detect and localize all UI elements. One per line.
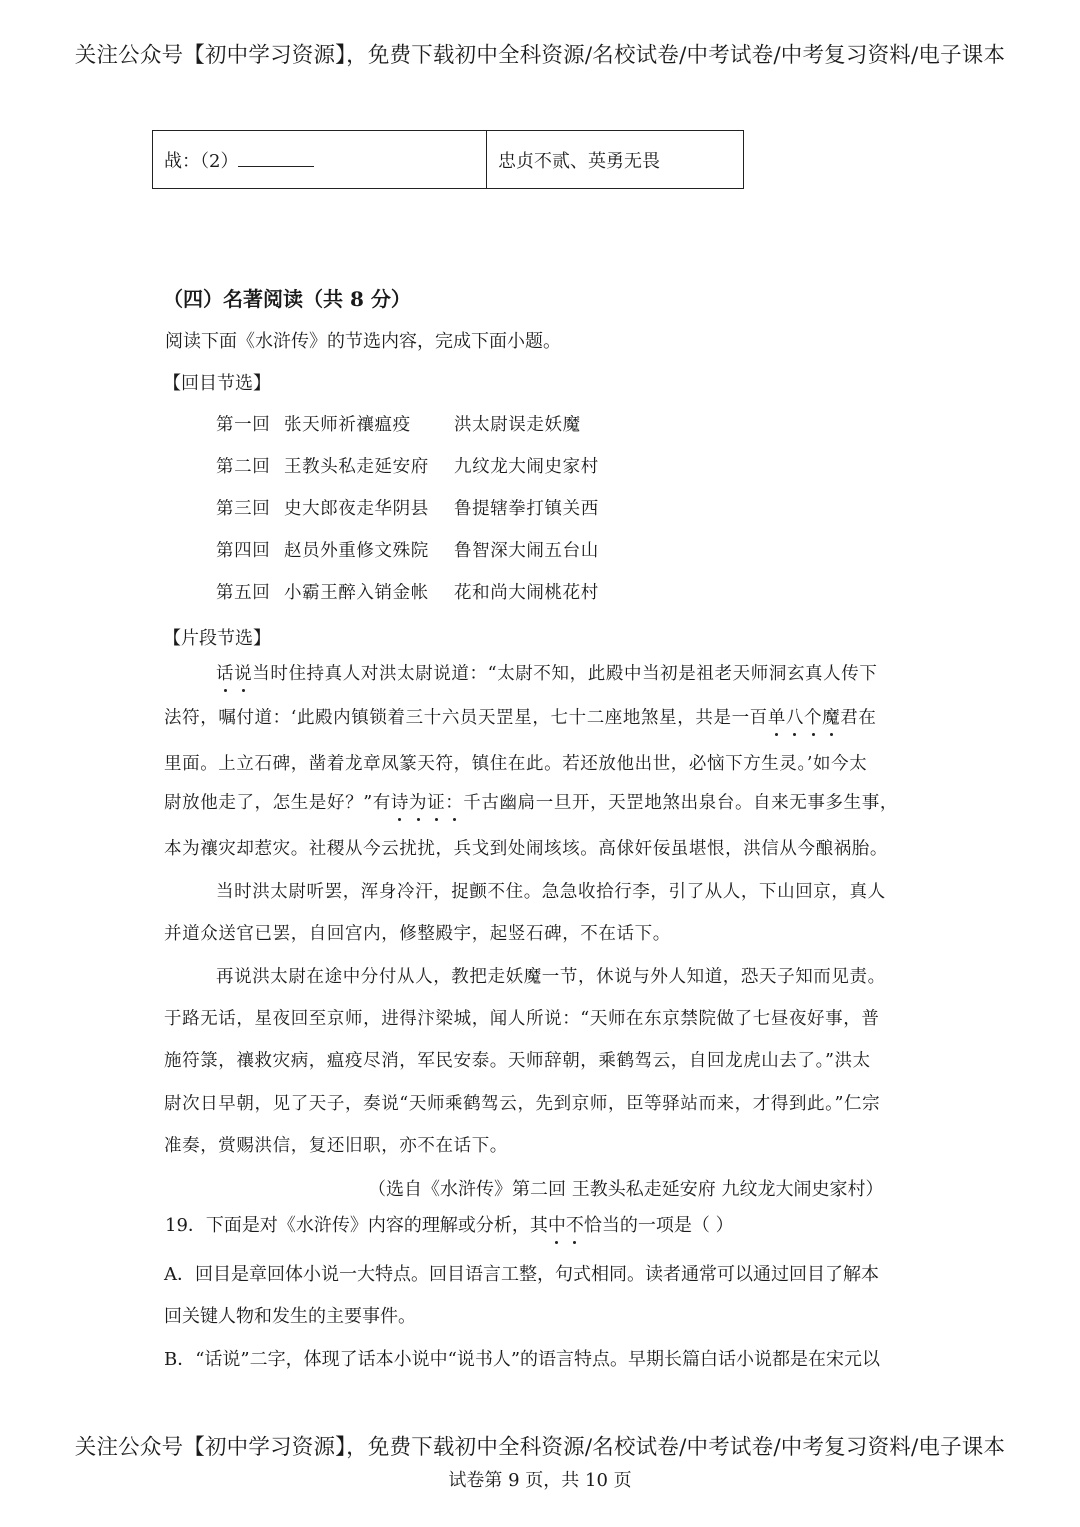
chapter-number: 第一回 [216, 415, 271, 435]
chapter-item [216, 495, 599, 520]
chapter-title-b: 洪太尉误走妖魔 [454, 415, 581, 435]
excerpt-line: 话说当时住持真人对洪太尉说道：“太尉不知，此殿中当初是祖老天师洞玄真人传下 [216, 660, 877, 685]
chapter-item [216, 453, 599, 478]
section-title: （四）名著阅读（共 8 分） [163, 287, 411, 311]
chapter-title-a: 赵员外重修文殊院 [284, 541, 429, 561]
excerpt-source: （选自《水浒传》第二回 王教头私走延安府 九纹龙大闹史家村） [368, 1179, 884, 1200]
answer-blank [238, 150, 314, 167]
table-row [153, 131, 744, 189]
option-a-line: 回关键人物和发生的主要事件。 [164, 1306, 416, 1327]
excerpt-line: 尉次日早朝，见了天子，奏说“天师乘鹤驾云，先到京师，臣等驿站而来，才得到此。”仁宗 [164, 1094, 881, 1114]
chapter-number: 第二回 [216, 457, 271, 477]
chapter-title-b: 九纹龙大闹史家村 [454, 457, 599, 477]
excerpt-header: 【片段节选】 [163, 628, 271, 649]
excerpt-line: 准奏，赏赐洪信，复还旧职，亦不在话下。 [164, 1136, 508, 1156]
excerpt-line: 施符箓，禳救灾病，瘟疫尽消，军民安泰。天师辞朝，乘鹤驾云，自回龙虎山去了。”洪太 [164, 1051, 871, 1071]
chapter-item [216, 537, 599, 562]
header-banner: 关注公众号【初中学习资源】，免费下载初中全科资源/名校试卷/中考试卷/中考复习资料/电子课本 [74, 43, 1006, 68]
table-cell-left [153, 131, 487, 189]
option-b-line: B．“话说”二字，体现了话本小说中“说书人”的语言特点。早期长篇白话小说都是在宋元以 [164, 1349, 881, 1370]
answer-table [152, 130, 744, 189]
excerpt-line: 里面。上立石碑，凿着龙章凤篆天符，镇住在此。若还放他出世，必恼下方生灵。’如今太 [164, 754, 868, 774]
chapter-title-b: 花和尚大闹桃花村 [454, 583, 599, 603]
table-cell-right: 忠贞不贰、英勇无畏 [487, 131, 744, 189]
chapter-title-a: 王教头私走延安府 [284, 457, 429, 477]
excerpt-line: 法符，嘱付道：‘此殿内镇锁着三十六员天罡星，七十二座地煞星，共是一百单八个魔君在 [164, 704, 876, 729]
chapter-number: 第四回 [216, 541, 271, 561]
excerpt-line: 当时洪太尉听罢，浑身冷汗，捉颤不住。急急收拾行李，引了从人，下山回京，真人 [216, 882, 886, 902]
chapter-item [216, 579, 599, 604]
chapter-title-a: 小霸王醉入销金帐 [284, 583, 429, 603]
option-a-line: A．回目是章回体小说一大特点。回目语言工整，句式相同。读者通常可以通过回目了解本 [164, 1264, 879, 1285]
excerpt-line: 尉放他走了，怎生是好？”有诗为证：千古幽扃一旦开，天罡地煞出泉台。自来无事多生事， [164, 789, 898, 814]
cell-left-text: 战：（2） [164, 150, 239, 172]
chapters-header: 【回目节选】 [163, 373, 271, 394]
excerpt-line: 再说洪太尉在途中分付从人，教把走妖魔一节，休说与外人知道，恐天子知而见责。 [216, 967, 886, 987]
excerpt-line: 于路无话，星夜回至京师，进得汴梁城，闻人所说：“天师在东京禁院做了七昼夜好事，普 [164, 1009, 880, 1029]
question-stem: 19．下面是对《水浒传》内容的理解或分析，其中不恰当的一项是（ ） [165, 1211, 734, 1237]
chapter-title-a: 张天师祈禳瘟疫 [284, 415, 411, 435]
chapter-number: 第五回 [216, 583, 271, 603]
chapter-item [216, 411, 581, 436]
footer-banner: 关注公众号【初中学习资源】，免费下载初中全科资源/名校试卷/中考试卷/中考复习资料/电子课本 [74, 1435, 1006, 1460]
excerpt-line: 本为禳灾却惹灾。社稷从今云扰扰，兵戈到处闹垓垓。高俅奸佞虽堪恨，洪信从今酿祸胎。 [164, 839, 888, 859]
instruction-text: 阅读下面《水浒传》的节选内容，完成下面小题。 [165, 331, 561, 352]
chapter-title-a: 史大郎夜走华阴县 [284, 499, 429, 519]
page-number: 试卷第 9 页，共 10 页 [448, 1470, 632, 1491]
chapter-title-b: 鲁提辖拳打镇关西 [454, 499, 599, 519]
chapter-title-b: 鲁智深大闹五台山 [454, 541, 599, 561]
chapter-number: 第三回 [216, 499, 271, 519]
excerpt-line: 并道众送官已罢，自回宫内，修整殿宇，起竖石碑，不在话下。 [164, 924, 671, 944]
